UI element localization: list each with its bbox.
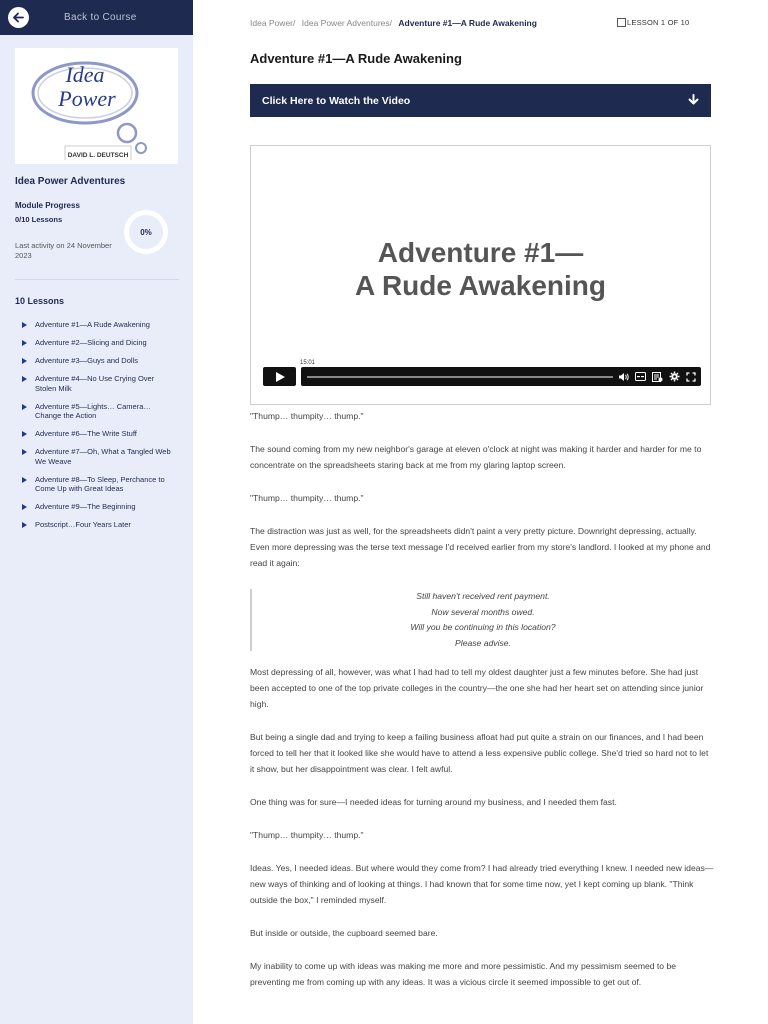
lesson-item-10[interactable] [22,520,172,530]
article-paragraph: "Thump… thumpity… thump." [250,493,364,503]
lesson-item-5[interactable] [22,402,172,421]
lesson-item-1[interactable] [22,320,172,330]
article-paragraph: The sound coming from my new neighbor's garage at eleven o'clock at night was making it harder and harder for me to concentrate on the spreadsheets staring back at me from my glaring laptop screen. [250,444,702,470]
article-paragraph: Ideas. Yes, I needed ideas. But where would they come from? I had already tried everything I knew. I needed new ideas—new ways of thinking and of looking at things. I had known that for some time now, yet I kept coming up blank. "Think outside the box," I reminded myself. [250,863,714,905]
lesson-label: Adventure #4—No Use Crying Over Stolen Milk [35,374,155,393]
lesson-article [250,408,714,990]
lesson-count [617,18,689,27]
article-paragraph: But inside or outside, the cupboard seemed bare. [250,928,438,938]
progress-percent: 0% [129,215,163,249]
video-player[interactable] [250,145,711,405]
sidebar-divider [15,279,179,280]
transcript-icon[interactable] [651,370,663,383]
breadcrumb-item-idea-power[interactable]: Idea Power [250,18,293,28]
article-paragraph: "Thump… thumpity… thump." [250,830,364,840]
video-controls [263,360,701,386]
watch-video-toggle[interactable] [250,84,711,117]
lesson-list [22,320,172,538]
play-arrow-icon [22,449,27,455]
quote-line: Still haven't received rent payment. [416,591,550,601]
video-time-tooltip: 15:01 [300,360,316,366]
back-arrow-icon [8,7,29,28]
lesson-count-label: LESSON 1 OF 10 [627,18,690,27]
video-title-card [251,236,710,302]
play-arrow-icon [22,431,27,437]
play-arrow-icon [22,522,27,528]
page-title: Adventure #1—A Rude Awakening [250,51,462,66]
video-title-line2: A Rude Awakening [354,270,606,301]
play-arrow-icon [22,504,27,510]
control-bar [301,367,701,386]
course-cover-image [15,48,178,164]
play-arrow-icon [22,358,27,364]
article-paragraph: One thing was for sure—I needed ideas for turning around my business, and I needed them fast. [250,797,617,807]
lesson-label: Adventure #9—The Beginning [35,502,136,511]
quote-line: Will you be continuing in this location? [410,622,556,632]
quote-line: Now several months owed. [431,606,535,617]
lesson-icon [617,18,626,27]
play-arrow-icon [22,477,27,483]
cover-author: DAVID L. DEUTSCH [67,152,129,159]
play-button[interactable] [263,367,296,386]
article-paragraph: Most depressing of all, however, was what I had had to tell my oldest daughter just a few minutes before. She had just been accepted to one of the top private colleges in the country—the one she had her heart set on attending since junior high. [250,667,704,709]
play-arrow-icon [22,404,27,410]
lesson-label: Adventure #1—A Rude Awakening [35,320,150,329]
breadcrumb [250,18,537,28]
cover-title-line1: Idea [65,62,105,87]
cover-title-line2: Power [58,86,116,111]
breadcrumb-separator: / [389,18,393,28]
progress-ring [124,210,168,254]
sidebar [0,0,193,1024]
fullscreen-icon[interactable] [685,370,697,383]
lesson-label: Adventure #5—Lights… Camera… Change the Action [35,401,151,420]
play-arrow-icon [22,376,27,382]
last-activity-text: Last activity on 24 November 2023 [15,241,112,260]
lesson-label: Postscript…Four Years Later [35,520,131,529]
control-icons [617,370,697,383]
text-message-quote [250,589,714,651]
captions-icon[interactable] [634,370,646,383]
course-title: Idea Power Adventures [15,176,126,187]
lesson-item-7[interactable] [22,447,172,466]
lessons-completed-count: 0/10 Lessons [15,215,63,224]
lesson-item-8[interactable] [22,475,172,494]
play-icon [276,372,285,382]
lesson-label: Adventure #8—To Sleep, Perchance to Come Up with Great Ideas [35,474,165,493]
play-arrow-icon [22,322,27,328]
lesson-item-9[interactable] [22,502,172,512]
lesson-item-4[interactable] [22,374,172,393]
breadcrumb-item-adventures[interactable]: Idea Power Adventures [301,18,390,28]
breadcrumb-separator: / [293,18,296,28]
article-paragraph: The distraction was just as well, for the spreadsheets didn't paint a very pretty picture. Downright depressing, actually. Even more depressing was the terse text message I'd received earlier from my store's landlord. I looked at my phone and read it again: [250,526,711,568]
volume-icon[interactable] [617,370,629,383]
settings-gear-icon[interactable] [668,370,680,383]
play-arrow-icon [22,340,27,346]
video-title-line1: Adventure #1— [377,237,584,268]
lessons-heading: 10 Lessons [15,296,65,306]
back-to-course-button[interactable] [0,0,193,35]
lesson-label: Adventure #6—The Write Stuff [35,429,137,438]
breadcrumb-current: Adventure #1—A Rude Awakening [398,18,537,28]
back-to-course-label: Back to Course [64,12,137,23]
lesson-label: Adventure #3—Guys and Dolls [35,356,138,365]
article-paragraph: My inability to come up with ideas was making me more and more pessimistic. And my pessimism seemed to be preventing me from coming up with any ideas. It was a vicious circle it seemed impossible to get out of. [250,961,677,987]
lesson-item-3[interactable] [22,356,172,366]
lesson-label: Adventure #2—Slicing and Dicing [35,338,147,347]
article-paragraph: "Thump… thumpity… thump." [250,411,364,421]
article-paragraph: But being a single dad and trying to keep a failing business afloat had put quite a strain on our finances, and I had been forced to tell her that it looked like she would have to attend a less expensive public college. She'd tried so hard not to let it show, but her disappointment was clear. I felt awful. [250,732,709,774]
quote-line: Please advise. [455,637,511,648]
lesson-label: Adventure #7—Oh, What a Tangled Web We Weave [35,447,171,466]
arrow-down-icon [688,92,699,110]
lesson-item-6[interactable] [22,429,172,439]
module-progress-heading: Module Progress [15,201,80,210]
watch-video-label: Click Here to Watch the Video [262,94,411,107]
lesson-item-2[interactable] [22,338,172,348]
video-scrubber[interactable] [307,376,613,378]
